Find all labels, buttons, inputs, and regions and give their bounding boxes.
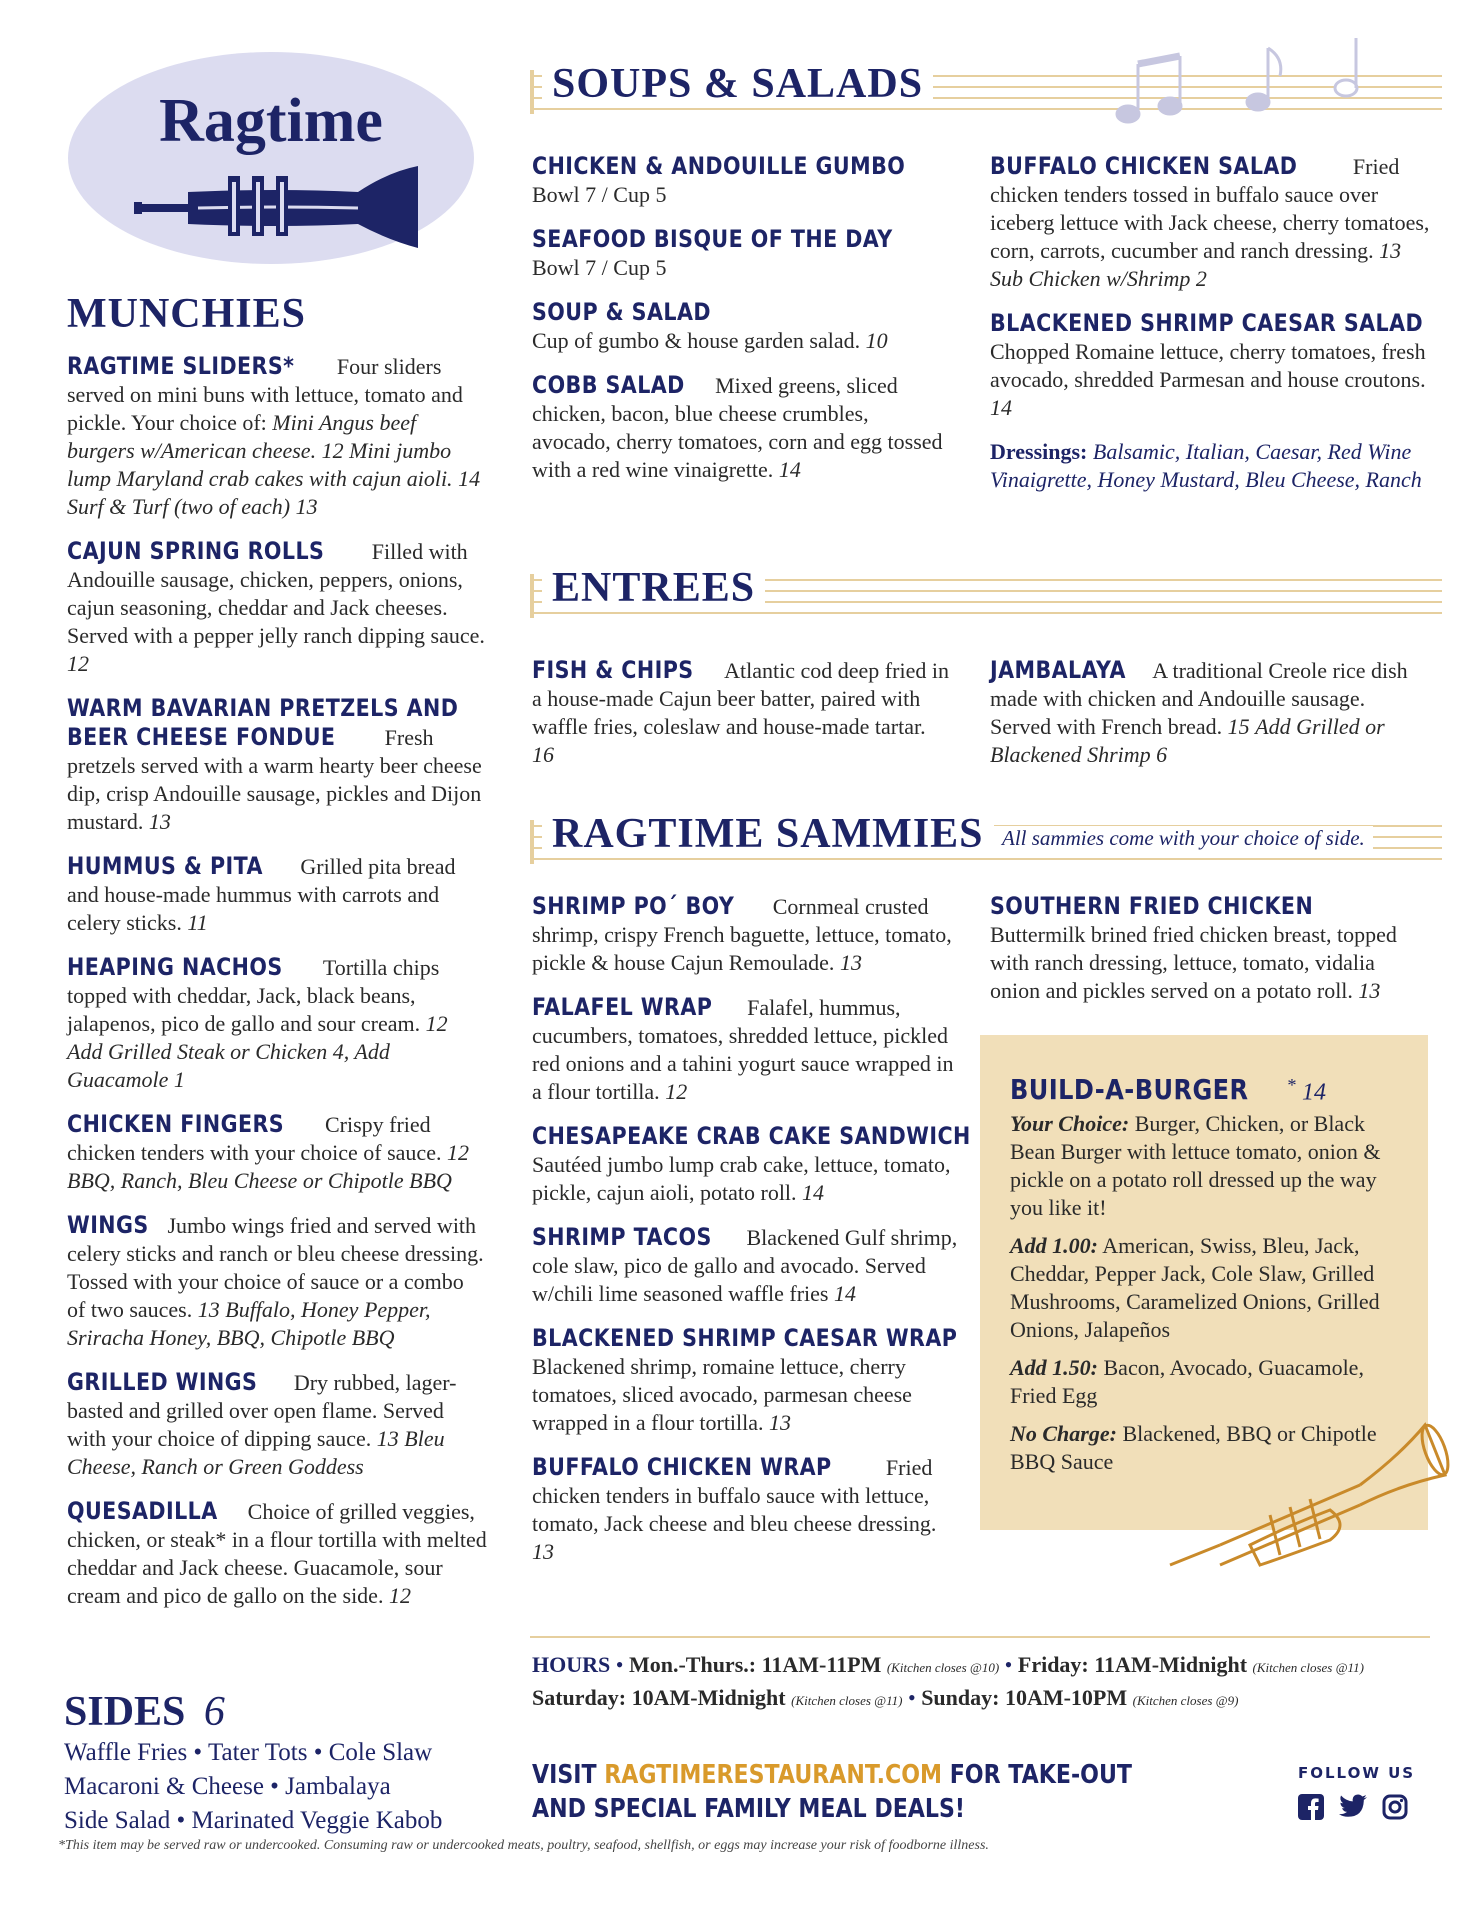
item-title: BLACKENED SHRIMP CAESAR WRAP [532,1324,958,1352]
twitter-icon[interactable] [1338,1794,1368,1820]
item-title: QUESADILLA [67,1497,218,1525]
menu-item: HEAPING NACHOS Tortilla chips topped with cheddar, Jack, black beans, jalapenos, pico de gallo and sour cream. 12 Add Grilled Steak or Chicken 4, Add Guacamole 1 [67,953,448,1092]
item-title: FISH & CHIPS [532,656,694,684]
sammies-note: All sammies come with your choice of side. [994,826,1373,851]
item-title: BUFFALO CHICKEN SALAD [990,152,1298,180]
menu-item: RAGTIME SLIDERS* Four sliders served on mini buns with lettuce, tomato and pickle. Your choice of: Mini Angus beef burgers w/American cheese. 12 Mini jumbo lump Maryland crab cakes with cajun aioli. 14 Surf & Turf (two of each) 13 [67,352,481,519]
promo: VISIT RAGTIMERESTAURANT.COM FOR TAKE-OUT AND SPECIAL FAMILY MEAL DEALS! [532,1760,1132,1824]
music-notes-icon [1100,36,1380,136]
sides-price: 6 [203,1689,225,1735]
menu-item: FALAFEL WRAP Falafel, hummus, cucumbers, tomatoes, shredded lettuce, pickled red onions and a tahini yogurt sauce wrapped in a flour tortilla. 12 [532,993,954,1104]
menu-item: GRILLED WINGS Dry rubbed, lager-basted and grilled over open flame. Served with your choice of dipping sauce. 13 Bleu Cheese, Ranch or Green Goddess [67,1368,457,1479]
menu-item: CHESAPEAKE CRAB CAKE SANDWICH Sautéed jumbo lump crab cake, lettuce, tomato, pickle, cajun aioli, potato roll. 14 [532,1122,971,1205]
menu-item: WARM BAVARIAN PRETZELS AND BEER CHEESE FONDUE Fresh pretzels served with a warm hearty beer cheese dip, crisp Andouille sausage, pickles and Dijon mustard. 13 [67,694,482,834]
build-a-burger-box: BUILD-A-BURGER * 14 Your Choice: Burger, Chicken, or Black Bean Burger with lettuce tomato, onion & pickle on a potato roll dressed up the way you like it! Add 1.00: American, Swiss, Bleu, Jack, Cheddar, Pepper Jack, Cole Slaw, Grilled Mushrooms, Caramelized Onions, Grilled Onions, Jalapeños Add 1.50: Bacon, Avocado, Guacamole, Fried Egg No Charge: Blackened, BBQ or Chipotle BBQ Sauce [980,1035,1428,1530]
item-title: BEER CHEESE FONDUE [67,723,336,751]
burger-price: 14 [1302,1079,1326,1106]
item-title: WARM BAVARIAN PRETZELS AND [67,694,459,722]
menu-item: COBB SALAD Mixed greens, sliced chicken, bacon, blue cheese crumbles, avocado, cherry tomatoes, corn and egg tossed with a red wine vinaigrette. 14 [532,371,943,482]
hours-rule [530,1636,1430,1638]
soups-right-column [990,152,1430,494]
sides-section [64,1688,504,1838]
item-title: HUMMUS & PITA [67,852,263,880]
trumpet-sketch-icon [1160,1415,1450,1585]
entrees-heading: ENTREES [542,564,765,612]
soups-heading: SOUPS & SALADS [542,60,933,108]
entrees-header-staff [530,565,1442,620]
munchies-section [67,290,487,1626]
item-title: CHESAPEAKE CRAB CAKE SANDWICH [532,1122,971,1150]
menu-item: BUFFALO CHICKEN SALAD Fried chicken tenders tossed in buffalo sauce over iceberg lettuce with Jack cheese, cherry tomatoes, corn, carrots, cucumber and ranch dressing. 13 Sub Chicken w/Shrimp 2 [990,152,1430,291]
menu-item: QUESADILLA Choice of grilled veggies, chicken, or steak* in a flour tortilla with melted cheddar and Jack cheese. Guacamole, sour cream and pico de gallo on the side. 12 [67,1497,487,1608]
item-title: SHRIMP PO´ BOY [532,892,735,920]
website-link[interactable]: RAGTIMERESTAURANT.COM [604,1760,943,1790]
item-title: SHRIMP TACOS [532,1223,712,1251]
sammies-header-staff [530,811,1442,866]
menu-item: SOUTHERN FRIED CHICKEN Buttermilk brined fried chicken breast, topped with ranch dressing, lettuce, tomato, vidalia onion and pickles served on a potato roll. 13 [990,892,1397,1003]
item-title: GRILLED WINGS [67,1368,258,1396]
item-title: RAGTIME SLIDERS* [67,352,295,380]
menu-item: SHRIMP TACOS Blackened Gulf shrimp, cole slaw, pico de gallo and avocado. Served w/chili lime seasoned waffle fries 14 [532,1223,958,1306]
instagram-icon[interactable] [1382,1794,1408,1820]
sammies-right-column [990,892,1430,1021]
item-title: BLACKENED SHRIMP CAESAR SALAD [990,309,1424,337]
item-title: JAMBALAYA [990,656,1126,684]
menu-item: WINGS Jumbo wings fried and served with celery sticks and ranch or bleu cheese dressing. Tossed with your choice of sauce or a combo of two sauces. 13 Buffalo, Honey Pepper, Sriracha Honey, BBQ, Chipotle BBQ [67,1211,484,1350]
item-title: SOUP & SALAD [532,298,711,326]
menu-item: CAJUN SPRING ROLLS Filled with Andouille sausage, chicken, peppers, onions, cajun seasoning, cheddar and Jack cheeses. Served with a pepper jelly ranch dipping sauce. 12 [67,537,485,676]
menu-item: BUFFALO CHICKEN WRAP Fried chicken tenders in buffalo sauce with lettuce, tomato, Jack cheese and bleu cheese dressing. 13 [532,1453,937,1564]
menu-item: SHRIMP PO´ BOY Cornmeal crusted shrimp, crispy French baguette, lettuce, tomato, pickle & house Cajun Remoulade. 13 [532,892,952,975]
follow-us [1298,1764,1428,1820]
entrees-left-column [532,656,952,785]
menu-item: HUMMUS & PITA Grilled pita bread and house-made hummus with carrots and celery sticks. 11 [67,852,456,935]
menu-item: FISH & CHIPS Atlantic cod deep fried in a house-made Cajun beer batter, paired with waffle fries, coleslaw and house-made tartar. 16 [532,656,949,767]
facebook-icon[interactable] [1298,1794,1324,1820]
soups-left-column [532,152,952,500]
soups-header-staff [530,61,1442,116]
item-title: CHICKEN & ANDOUILLE GUMBO [532,152,906,180]
item-title: FALAFEL WRAP [532,993,713,1021]
disclaimer: *This item may be served raw or undercooked. Consuming raw or undercooked meats, poultry, seafood, shellfish, or eggs may increase your risk of foodborne illness. [58,1838,989,1853]
follow-label: FOLLOW US [1298,1764,1416,1782]
menu-item: SEAFOOD BISQUE OF THE DAY Bowl 7 / Cup 5 [532,225,893,280]
logo-name: Ragtime [159,87,383,155]
menu-item: BLACKENED SHRIMP CAESAR SALAD Chopped Romaine lettuce, cherry tomatoes, fresh avocado, shredded Parmesan and house croutons. 14 [990,309,1426,420]
sammies-left-column [532,892,971,1582]
menu-item: JAMBALAYA A traditional Creole rice dish made with chicken and Andouille sausage. Served with French bread. 15 Add Grilled or Blackened Shrimp 6 [990,656,1408,767]
sammies-heading: RAGTIME SAMMIES [542,810,994,858]
sides-line: Waffle Fries • Tater Tots • Cole Slaw [64,1739,433,1766]
dressings: Dressings: Balsamic, Italian, Caesar, Red Wine Vinaigrette, Honey Mustard, Bleu Cheese, Ranch [990,439,1422,492]
item-title: BUFFALO CHICKEN WRAP [532,1453,832,1481]
trumpet-icon [128,162,428,252]
item-title: CAJUN SPRING ROLLS [67,537,325,565]
hours-label: HOURS [532,1652,611,1677]
menu-item: CHICKEN FINGERS Crispy fried chicken tenders with your choice of sauce. 12 BBQ, Ranch, Bleu Cheese or Chipotle BBQ [67,1110,469,1193]
hours: HOURS • Mon.-Thurs.: 11AM-11PM (Kitchen closes @10) • Friday: 11AM-Midnight (Kitchen closes @11) Saturday: 10AM-Midnight (Kitchen closes @11) • Sunday: 10AM-10PM (Kitchen closes @9) [532,1652,1364,1710]
item-title: CHICKEN FINGERS [67,1110,285,1138]
item-title: COBB SALAD [532,371,685,399]
logo [68,52,474,264]
munchies-heading: MUNCHIES [67,291,307,337]
item-title: WINGS [67,1211,149,1239]
item-title: SEAFOOD BISQUE OF THE DAY [532,225,893,253]
entrees-right-column [990,656,1410,785]
menu-item: SOUP & SALAD Cup of gumbo & house garden salad. 10 [532,298,888,353]
burger-title: BUILD-A-BURGER [1010,1073,1249,1107]
sides-line: Side Salad • Marinated Veggie Kabob [64,1807,443,1834]
sides-heading: SIDES [64,1689,186,1735]
menu-item: CHICKEN & ANDOUILLE GUMBO Bowl 7 / Cup 5 [532,152,906,207]
item-title: SOUTHERN FRIED CHICKEN [990,892,1314,920]
item-title: HEAPING NACHOS [67,953,283,981]
sides-line: Macaroni & Cheese • Jambalaya [64,1773,391,1800]
menu-item: BLACKENED SHRIMP CAESAR WRAP Blackened shrimp, romaine lettuce, cherry tomatoes, sliced avocado, parmesan cheese wrapped in a flour tortilla. 13 [532,1324,958,1435]
